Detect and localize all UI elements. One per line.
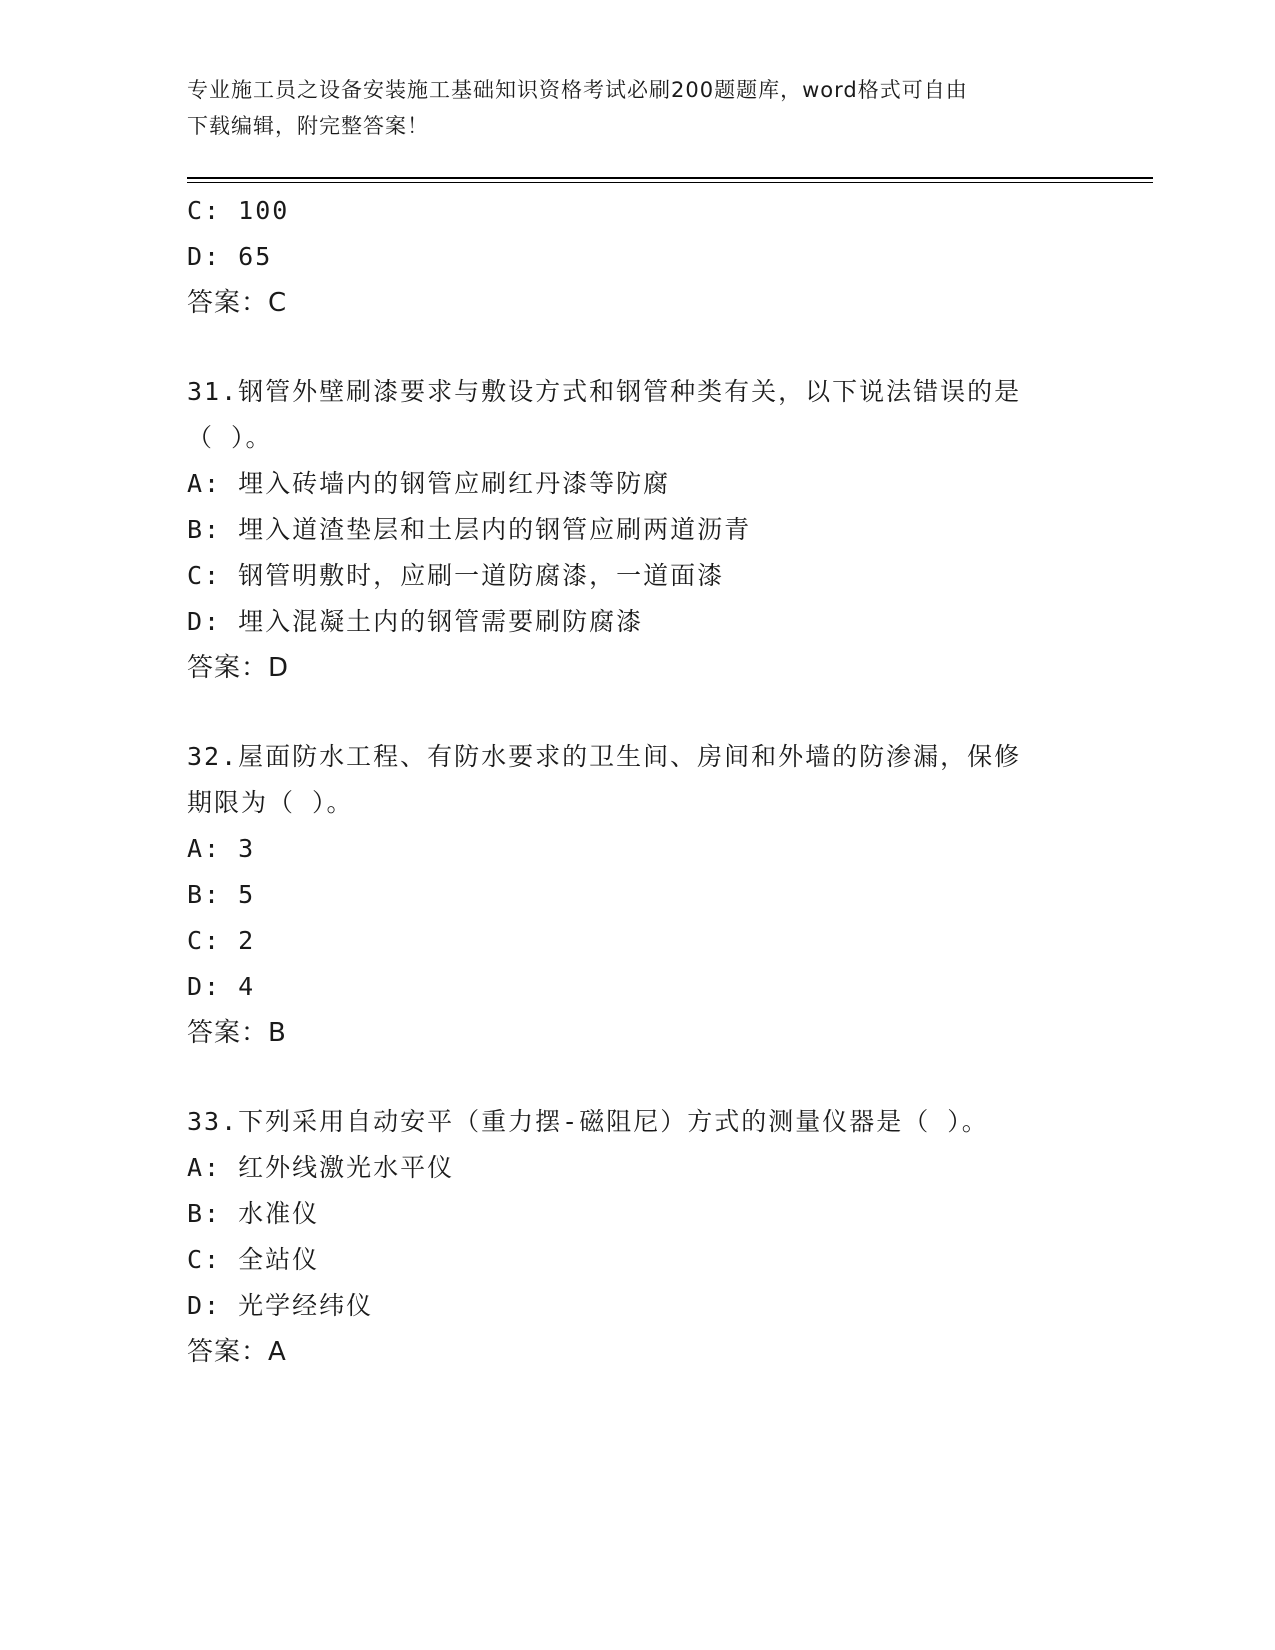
header-divider-thin bbox=[187, 182, 1153, 183]
option-d: D: 光学经纬仪 bbox=[187, 1291, 374, 1320]
question-stem-continued: （ ）。 bbox=[187, 423, 273, 452]
question-30-tail bbox=[187, 188, 1087, 326]
option-d: D: 65 bbox=[187, 242, 273, 271]
header-title-line2: 下载编辑，附完整答案！ bbox=[187, 114, 429, 138]
option-c: C: 全站仪 bbox=[187, 1245, 320, 1274]
question-stem-continued: 期限为（ ）。 bbox=[187, 788, 354, 817]
question-stem: 31.钢管外壁刷漆要求与敷设方式和钢管种类有关，以下说法错误的是 bbox=[187, 377, 1022, 406]
question-stem: 33.下列采用自动安平（重力摆-磁阻尼）方式的测量仪器是（ ）。 bbox=[187, 1107, 989, 1136]
answer-line: 答案：A bbox=[187, 1337, 287, 1367]
option-b: B: 5 bbox=[187, 880, 256, 909]
option-c: C: 2 bbox=[187, 926, 256, 955]
option-a: A: 3 bbox=[187, 834, 256, 863]
question-31 bbox=[187, 369, 1087, 691]
option-c: C: 钢管明敷时，应刷一道防腐漆，一道面漆 bbox=[187, 561, 725, 590]
question-stem: 32.屋面防水工程、有防水要求的卫生间、房间和外墙的防渗漏，保修 bbox=[187, 742, 1022, 771]
option-c: C: 100 bbox=[187, 196, 290, 225]
option-a: A: 红外线激光水平仪 bbox=[187, 1153, 455, 1182]
header-title-line1: 专业施工员之设备安装施工基础知识资格考试必刷200题题库，word格式可自由 bbox=[187, 78, 968, 102]
answer-line: 答案：D bbox=[187, 653, 290, 683]
option-a: A: 埋入砖墙内的钢管应刷红丹漆等防腐 bbox=[187, 469, 671, 498]
answer-line: 答案：C bbox=[187, 288, 288, 318]
header-divider-thick bbox=[187, 177, 1153, 179]
option-d: D: 埋入混凝土内的钢管需要刷防腐漆 bbox=[187, 607, 644, 636]
answer-line: 答案：B bbox=[187, 1018, 287, 1048]
question-list bbox=[187, 188, 1087, 1375]
option-b: B: 埋入道渣垫层和土层内的钢管应刷两道沥青 bbox=[187, 515, 752, 544]
page-header bbox=[187, 72, 1087, 144]
question-33 bbox=[187, 1099, 1087, 1375]
option-d: D: 4 bbox=[187, 972, 256, 1001]
question-32 bbox=[187, 734, 1087, 1056]
option-b: B: 水准仪 bbox=[187, 1199, 320, 1228]
